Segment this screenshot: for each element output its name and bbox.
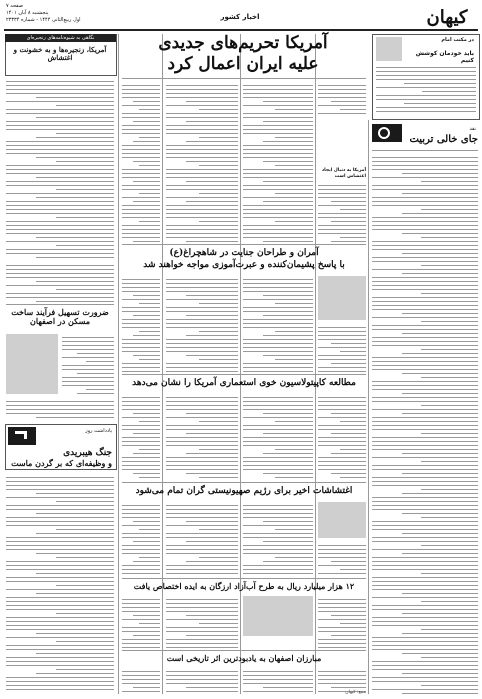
news-photo xyxy=(318,502,366,538)
section-rule xyxy=(122,374,366,375)
section-rule xyxy=(122,482,366,483)
commentary-rule xyxy=(372,150,478,151)
corner-icon xyxy=(15,431,27,439)
study-body-col xyxy=(318,394,366,480)
isfahan-body-col xyxy=(243,668,313,694)
ardakan-body-col xyxy=(318,596,366,648)
commentary-body xyxy=(372,154,478,694)
column-rule xyxy=(368,120,369,694)
top-left-body-2 xyxy=(6,262,114,302)
study-body-col xyxy=(166,394,238,480)
zionist-body-col xyxy=(318,542,366,576)
imam-box-body xyxy=(376,64,476,116)
lead-body-col xyxy=(243,82,313,242)
masthead-rule xyxy=(4,29,478,31)
commentary-label: نقد xyxy=(469,126,476,132)
portrait-photo xyxy=(376,37,402,61)
hybrid-title-line1: جنگ هیبریدی xyxy=(63,448,112,458)
column-rule xyxy=(118,34,119,694)
column-rule xyxy=(162,34,163,694)
source-note: منبع: کیهان xyxy=(345,690,366,695)
shiraz-body-col xyxy=(166,276,238,372)
inline-subhead: آمریکا به دنبال ایجاد اغتشاش است xyxy=(321,168,366,179)
lead-headline-line1: آمریکا تحریم‌های جدیدی xyxy=(158,33,328,53)
top-left-label: نگاهی به شیوه‌نامه‌های زنجیره‌ای xyxy=(5,34,116,42)
lead-body-col xyxy=(318,82,366,116)
zionist-body-col xyxy=(122,502,160,576)
section-rule xyxy=(122,244,366,245)
left-mid-headline: ضرورت تسهیل فرآیند ساخت مسکن در اصفهان xyxy=(11,307,109,327)
lead-body-col xyxy=(166,82,238,242)
section-rule xyxy=(122,650,366,651)
shiraz-headline-line2: با پاسخ پشیمان‌کننده و عبرت‌آموزی مواجه خواهند شد xyxy=(143,260,345,270)
issue-line: اول ربیع‌الثانی ۱۴۴۴ - شماره ۲۳۳۳۴ xyxy=(6,17,81,23)
lead-body-col xyxy=(122,82,160,242)
left-mid-body xyxy=(62,334,114,394)
news-photo xyxy=(243,596,313,636)
isfahan-body-col xyxy=(166,668,238,694)
shiraz-headline-line1: آمران و طراحان جنایت در شاهچراغ(ع) xyxy=(169,248,319,258)
section-title: اخبار کشور xyxy=(220,13,260,21)
hybrid-body xyxy=(6,474,114,694)
column-rule xyxy=(240,34,241,694)
date-line: پنجشنبه ۸ آبان ۱۴۰۱ xyxy=(6,10,49,16)
ardakan-body-col xyxy=(166,596,238,648)
quote-icon xyxy=(378,127,390,139)
ardakan-headline: ۱۲ هزار میلیارد ریال به طرح آب‌آزاد ارزگان به ایده اختصاص یافت xyxy=(133,581,355,591)
logo-text: کیهان xyxy=(426,7,468,28)
top-left-body xyxy=(6,78,114,260)
zionist-body-col xyxy=(166,502,238,576)
column-rule xyxy=(315,34,316,694)
zionist-headline: اغتشاشات اخیر برای رژیم صهیونیستی گران تمام می‌شود xyxy=(135,486,353,496)
study-headline: مطالعه کاپیتولاسیون خوی استعماری آمریکا را نشان می‌دهد xyxy=(132,378,356,388)
study-body-col xyxy=(243,394,313,480)
zionist-body-col xyxy=(243,502,313,576)
left-mid-body xyxy=(6,398,114,420)
hybrid-box-label: یادداشت روز xyxy=(85,428,112,434)
imam-box-label: در مکتب امام xyxy=(441,37,474,43)
section-rule xyxy=(122,578,366,579)
top-left-title: آمریکا، زنجیره‌ها و به خشونت و اغتشاش xyxy=(13,45,107,63)
shiraz-body-col xyxy=(122,276,160,372)
imam-box-title: باید خودمان کوشش کنیم xyxy=(415,50,474,64)
study-body-col xyxy=(122,394,160,480)
hybrid-title-line2: و وظیفه‌ای که بر گردن ماست xyxy=(11,458,112,468)
shiraz-body-col xyxy=(318,324,366,372)
isfahan-body-col xyxy=(122,668,160,694)
news-photo xyxy=(318,276,366,320)
shiraz-body-col xyxy=(243,276,313,372)
news-photo xyxy=(6,334,58,394)
isfahan-headline: مبارزان اصفهان به یادبودترین اثر تاریخی است xyxy=(166,653,322,663)
headline-rule xyxy=(122,78,366,79)
page-number: صفحه ۷ xyxy=(6,3,23,9)
lead-headline-line2: علیه ایران اعمال کرد xyxy=(167,54,319,74)
section-rule xyxy=(6,304,114,305)
ardakan-body-col xyxy=(122,596,160,648)
commentary-title: جای خالی تربیت xyxy=(409,134,478,145)
col4-body xyxy=(318,182,366,242)
